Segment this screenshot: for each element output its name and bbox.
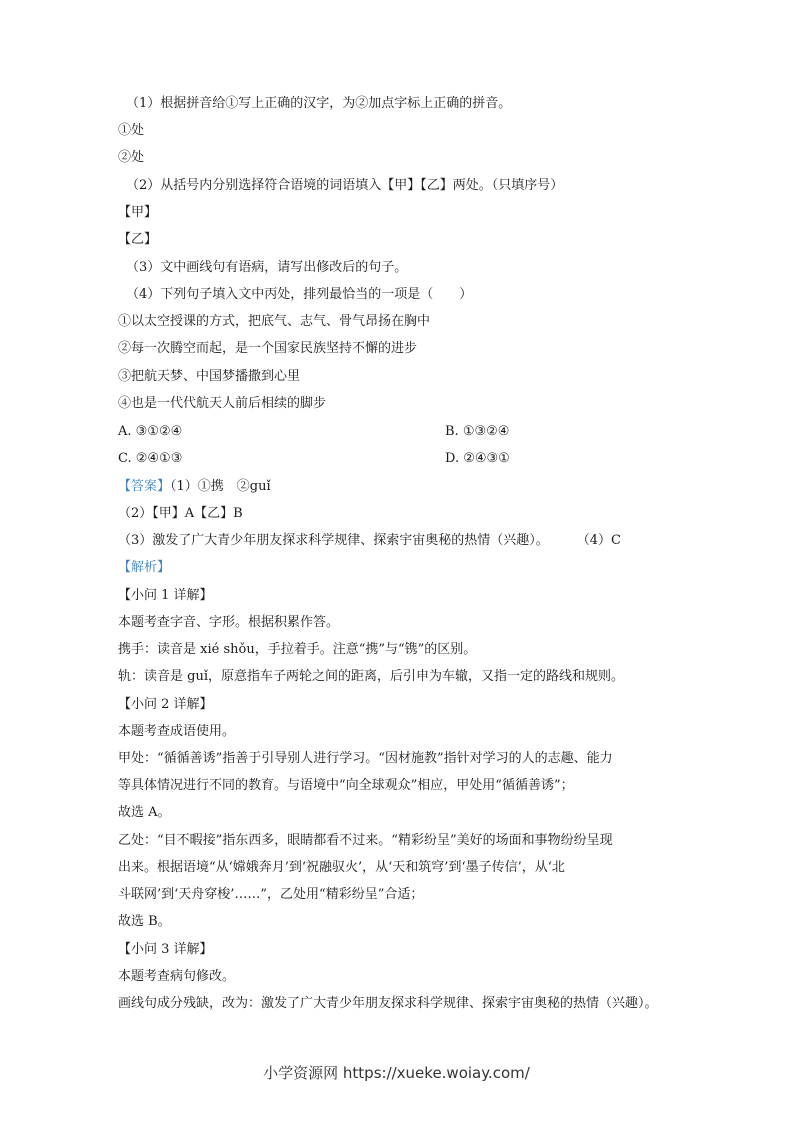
option-b: B. ①③②④: [445, 424, 510, 439]
analysis-paragraph: 轨：读音是 guǐ，原意指车子两轮之间的距离，后引申为车辙，又指一定的路线和规则。: [118, 669, 624, 684]
option-a: A. ③①②④: [118, 424, 183, 439]
site-footer: 小学资源网 https://xueke.woiay.com/: [263, 1064, 530, 1082]
question-1: （1）根据拼音给①写上正确的汉字，为②加点字标上正确的拼音。: [126, 96, 512, 111]
question-1-blank-1: ①处: [118, 123, 145, 138]
answer-line-1: [118, 477, 675, 497]
answer-line-3: [118, 531, 675, 551]
analysis-paragraph: 本题考查成语使用。: [118, 724, 236, 739]
sentence-1: ①以太空授课的方式，把底气、志气、骨气昂扬在胸中: [118, 314, 431, 329]
sentence-2: ②每一次腾空而起，是一个国家民族坚持不懈的进步: [118, 341, 418, 356]
sentence-4: ④也是一代代航天人前后相续的脚步: [118, 396, 327, 411]
analysis-paragraph: 等具体情况进行不同的教育。与语境中“向全球观众”相应，甲处用“循循善诱”；: [118, 778, 574, 793]
analysis-tag: 【解析】: [118, 560, 171, 575]
question-2: （2）从括号内分别选择符合语境的词语填入【甲】【乙】两处。（只填序号）: [126, 178, 564, 193]
answer-part-2: （2）【甲】A【乙】B: [118, 506, 243, 521]
subquestion-3-heading: 【小问 3 详解】: [118, 942, 213, 957]
analysis-paragraph: 携手：读音是 xié shǒu，手拉着手。注意“携”与“镌”的区别。: [118, 642, 477, 657]
answer-part-1: （1）①携 ②guǐ: [170, 479, 271, 494]
sentence-3: ③把航天梦、中国梦播撒到心里: [118, 369, 301, 384]
subquestion-1-heading: 【小问 1 详解】: [118, 588, 213, 603]
question-2-blank-yi: 【乙】: [118, 232, 158, 247]
analysis-paragraph: 故选 B。: [118, 914, 171, 929]
analysis-paragraph: 乙处：“目不暇接”指东西多，眼睛都看不过来。“精彩纷呈”美好的场面和事物纷纷呈现: [118, 833, 613, 848]
analysis-paragraph: 本题考查病句修改。: [118, 969, 236, 984]
answer-part-3: （3）激发了广大青少年朋友探求科学规律、探索宇宙奥秘的热情（兴趣）。: [118, 533, 549, 548]
answer-tag: 【答案】: [118, 479, 171, 494]
answer-part-4: （4）C: [576, 533, 621, 548]
question-1-blank-2: ②处: [118, 150, 145, 165]
analysis-paragraph: 出来。根据语境“从‘嫦娥奔月’到‘祝融驭火’，从‘天和筑穹’到‘墨子传信’，从‘北: [118, 860, 565, 875]
analysis-paragraph: 画线句成分残缺，改为：激发了广大青少年朋友探求科学规律、探索宇宙奥秘的热情（兴趣）。: [118, 996, 658, 1011]
subquestion-2-heading: 【小问 2 详解】: [118, 697, 213, 712]
analysis-paragraph: 故选 A。: [118, 805, 171, 820]
question-3: （3）文中画线句有语病，请写出修改后的句子。: [126, 260, 408, 275]
option-c: C. ②④①③: [118, 451, 183, 466]
question-2-blank-jia: 【甲】: [118, 205, 158, 220]
analysis-paragraph: 本题考查字音、字形。根据积累作答。: [118, 615, 340, 630]
question-4: （4）下列句子填入文中丙处，排列最恰当的一项是（ ）: [126, 287, 473, 302]
analysis-paragraph: 斗联网’到‘天舟穿梭’……”，乙处用“精彩纷呈”合适；: [118, 887, 424, 902]
analysis-paragraph: 甲处：“循循善诱”指善于引导别人进行学习。“因材施教”指针对学习的人的志趣、能力: [118, 751, 613, 766]
option-d: D. ②④③①: [445, 451, 510, 466]
